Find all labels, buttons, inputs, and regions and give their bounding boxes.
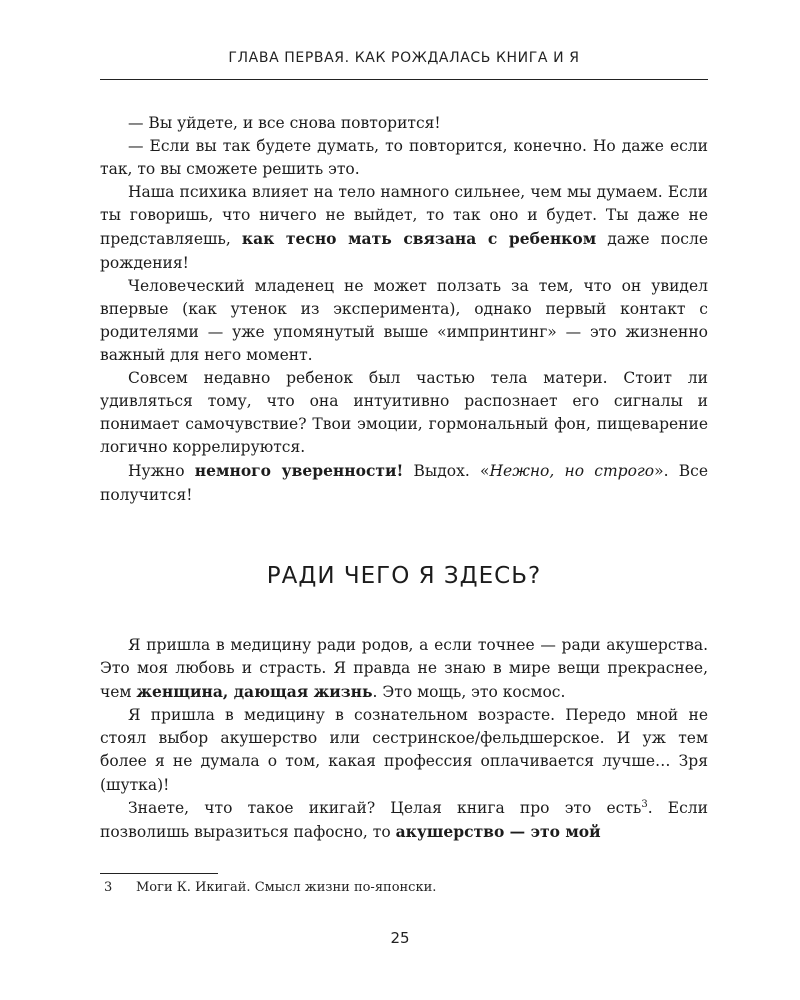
paragraph-2: — Если вы так будете думать, то повторится, конечно. Но даже если так, то вы сможете решить это. xyxy=(100,137,708,179)
footnote-rule xyxy=(100,873,218,874)
paragraph-1: — Вы уйдете, и все снова повторится! xyxy=(128,114,441,132)
text-run: . Это мощь, это космос. xyxy=(372,683,566,702)
paragraph-7 xyxy=(100,634,708,704)
paragraph-5: Совсем недавно ребенок был частью тела матери. Стоит ли удивляться тому, что она интуитивно распознает его сигналы и понимает самочувствие? Твои эмоции, гормональный фон, пищеварение логично коррелируются. xyxy=(100,369,708,457)
body-text-block-2 xyxy=(100,634,708,844)
footnote-text: Моги К. Икигай. Смысл жизни по-японски. xyxy=(136,880,437,895)
footnote-reference: 3 xyxy=(641,798,648,810)
page-number: 25 xyxy=(390,929,410,947)
italic-phrase: Нежно, но строго xyxy=(489,462,655,481)
text-run: Наша психика влияет на тело намного сильнее, чем мы думаем. Если ты говоришь, что ничего не выйдет, то так оно и будет. Ты даже не представляешь, xyxy=(100,183,708,249)
text-run: ». Все получится! xyxy=(100,462,708,504)
paragraph-8: Я пришла в медицину в сознательном возрасте. Передо мной не стоял выбор акушерство или сестринское/фельдшерское. И уж тем более я не думала о том, какая профессия оплачивается лучше… Зря (шутка)! xyxy=(100,706,708,794)
footnote-number: 3 xyxy=(104,880,113,895)
body-text-block-1 xyxy=(100,112,708,507)
header-rule xyxy=(100,79,708,80)
text-run: даже после рождения! xyxy=(100,230,708,272)
paragraph-6 xyxy=(100,459,708,506)
paragraph-3 xyxy=(100,181,708,274)
paragraph-4: Человеческий младенец не может ползать за тем, что он увидел впервые (как утенок из эксперимента), однако первый контакт с родителями — уже упомянутый выше «импринтинг» — это жизненно важный для него момент. xyxy=(100,276,708,364)
running-head: ГЛАВА ПЕРВАЯ. КАК РОЖДАЛАСЬ КНИГА И Я xyxy=(228,50,580,66)
footnote xyxy=(100,880,708,895)
bold-phrase: женщина, дающая жизнь xyxy=(136,682,373,702)
bold-phrase: немного уверенности! xyxy=(194,461,404,481)
text-run: . Если позволишь выразиться пафосно, то xyxy=(100,798,708,841)
text-run: Нужно xyxy=(128,462,195,481)
bold-phrase: как тесно мать связана с ребенком xyxy=(241,229,597,249)
bold-phrase: акушерство — это мой xyxy=(395,821,601,841)
paragraph-9 xyxy=(100,797,708,844)
text-run: Я пришла в медицину ради родов, а если точнее — ради акушерства. Это моя любовь и страсть. Я правда не знаю в мире вещи прекраснее, чем xyxy=(100,636,708,702)
text-run: Выдох. « xyxy=(403,462,490,481)
text-run: Знаете, что такое икигай? Целая книга про это есть xyxy=(128,798,642,817)
section-heading: РАДИ ЧЕГО Я ЗДЕСЬ? xyxy=(266,563,542,589)
